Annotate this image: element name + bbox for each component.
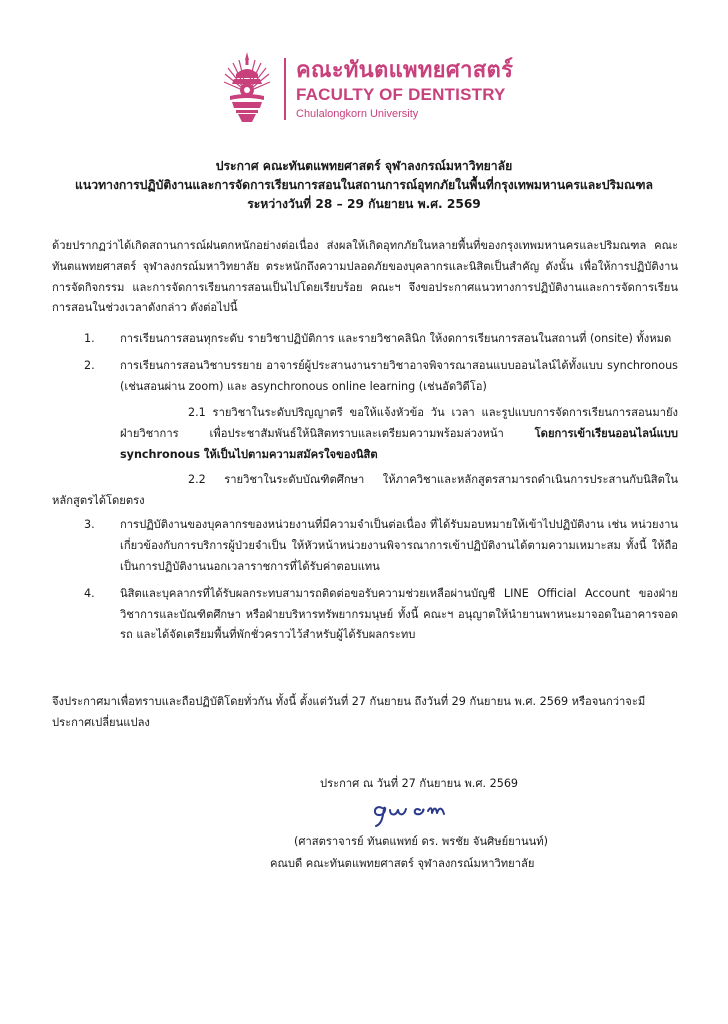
item-number: 4. (84, 586, 95, 600)
title-line-1: ประกาศ คณะทันตแพทยศาสตร์ จุฬาลงกรณ์มหาวิทยาลัย (215, 159, 513, 173)
signer-title: คณบดี คณะทันตแพทยศาสตร์ จุฬาลงกรณ์มหาวิทยาลัย (270, 857, 535, 870)
item-text: การปฏิบัติงานของบุคลากรของหน่วยงานที่มีความจำเป็นต่อเนื่อง ที่ได้รับมอบหมายให้เข้าไปปฏิบัติงาน เช่น หน่วยงานเกี่ยวข้องกับการบริการผู้ป่วยจำเป็น ให้หัวหน้าหน่วยงานพิจารณาการเข้าปฏิบัติงานได้ตามความเหมาะสม ทั้งนี้ ให้ถือเป็นการปฏิบัติงานนอกเวลาราชการที่ได้รับค่าตอบแทน (120, 518, 678, 573)
sub-item-2-1 (52, 403, 678, 465)
guideline-item-3 (84, 515, 678, 577)
guideline-list (52, 329, 678, 652)
item-text: การเรียนการสอนทุกระดับ รายวิชาปฏิบัติการ และรายวิชาคลินิก ให้งดการเรียนการสอนในสถานที่ (onsite) ทั้งหมด (120, 332, 672, 345)
item-number: 1. (84, 332, 95, 345)
sub-item-2-1-bold-text: โดยการเข้าเรียนออนไลน์แบบ synchronous ให้เป็นไปตามความสมัครใจของนิสิต (120, 427, 678, 461)
faculty-name-thai: คณะทันตแพทยศาสตร์ (296, 58, 514, 83)
guideline-item-1 (84, 329, 678, 350)
handwritten-signature-icon (368, 796, 458, 830)
sub-item-2-2-text: 2.2 รายวิชาในระดับบัณฑิตศึกษา ให้ภาควิชาและหลักสูตรสามารถดำเนินการประสานกับนิสิตในหลักสูตรได้โดยตรง (52, 472, 678, 507)
guideline-item-4 (84, 584, 678, 646)
signer-name: (ศาสตราจารย์ ทันตแพทย์ ดร. พรชัย จันศิษย์ยานนท์) (294, 835, 549, 848)
item-text: การเรียนการสอนวิชาบรรยาย อาจารย์ผู้ประสานงานรายวิชาอาจพิจารณาสอนแบบออนไลน์ได้ทั้งแบบ synchronous (เช่นสอนผ่าน zoom) และ asynchronous online learning (เช่นอัดวิดีโอ) (120, 358, 678, 393)
item-text: นิสิตและบุคลากรที่ได้รับผลกระทบสามารถติดต่อขอรับความช่วยเหลือผ่านบัญชี LINE Official Account ของฝ่ายวิชาการและบัณฑิตศึกษา หรือฝ่ายบริหารทรัพยากรมนุษย์ ทั้งนี้ คณะฯ อนุญาตให้นำยานพาหนะมาจอดในอาคารจอดรถ และได้จัดเตรียมพื้นที่พักชั่วคราวไว้สำหรับผู้ได้รับผลกระทบ (120, 586, 678, 642)
closing-paragraph: จึงประกาศมาเพื่อทราบและถือปฏิบัติโดยทั่วกัน ทั้งนี้ ตั้งแต่วันที่ 27 กันยายน ถึงวันที่ 29 กันยายน พ.ศ. 2569 หรือจนกว่าจะมีประกาศเปลี่ยนแปลง (52, 695, 646, 729)
sub-item-2-1-text: 2.1 รายวิชาในระดับปริญญาตรี ขอให้แจ้งหัวข้อ วัน เวลา และรูปแบบการจัดการเรียนการสอนมายังฝ่ายวิชาการ เพื่อประชาสัมพันธ์ให้นิสิตทราบและเตรียมความพร้อมล่วงหน้า (120, 406, 678, 441)
item-number: 2. (84, 358, 95, 372)
faculty-name-english: FACULTY OF DENTISTRY (296, 85, 506, 104)
announcement-titles (60, 157, 668, 214)
header-divider (284, 58, 286, 120)
university-name-english: Chulalongkorn University (296, 108, 419, 120)
faculty-header (222, 52, 522, 128)
guideline-item-2 (84, 356, 678, 398)
title-line-3: ระหว่างวันที่ 28 – 29 กันยายน พ.ศ. 2569 (247, 197, 481, 211)
chula-seal-icon (222, 52, 272, 124)
announce-date: ประกาศ ณ วันที่ 27 กันยายน พ.ศ. 2569 (320, 777, 519, 790)
title-line-2: แนวทางการปฏิบัติงานและการจัดการเรียนการสอนในสถานการณ์อุทกภัยในพื้นที่กรุงเทพมหานครและปริมณฑล (75, 178, 653, 192)
sub-item-2-2 (52, 470, 678, 512)
intro-paragraph: ด้วยปรากฏว่าได้เกิดสถานการณ์ฝนตกหนักอย่างต่อเนื่อง ส่งผลให้เกิดอุทกภัยในหลายพื้นที่ของกรุงเทพมหานครและปริมณฑล คณะทันตแพทยศาสตร์ จุฬาลงกรณ์มหาวิทยาลัย ตระหนักถึงความปลอดภัยของบุคลากรและนิสิตเป็นสำคัญ ดังนั้น เพื่อให้การปฏิบัติงาน การจัดกิจกรรม และการจัดการเรียนการสอนเป็นไปโดยเรียบร้อย คณะฯ จึงขอประกาศแนวทางการปฏิบัติงานและการจัดการเรียนการสอนในช่วงเวลาดังกล่าว ดังต่อไปนี้ (52, 239, 678, 315)
item-number: 3. (84, 518, 95, 532)
